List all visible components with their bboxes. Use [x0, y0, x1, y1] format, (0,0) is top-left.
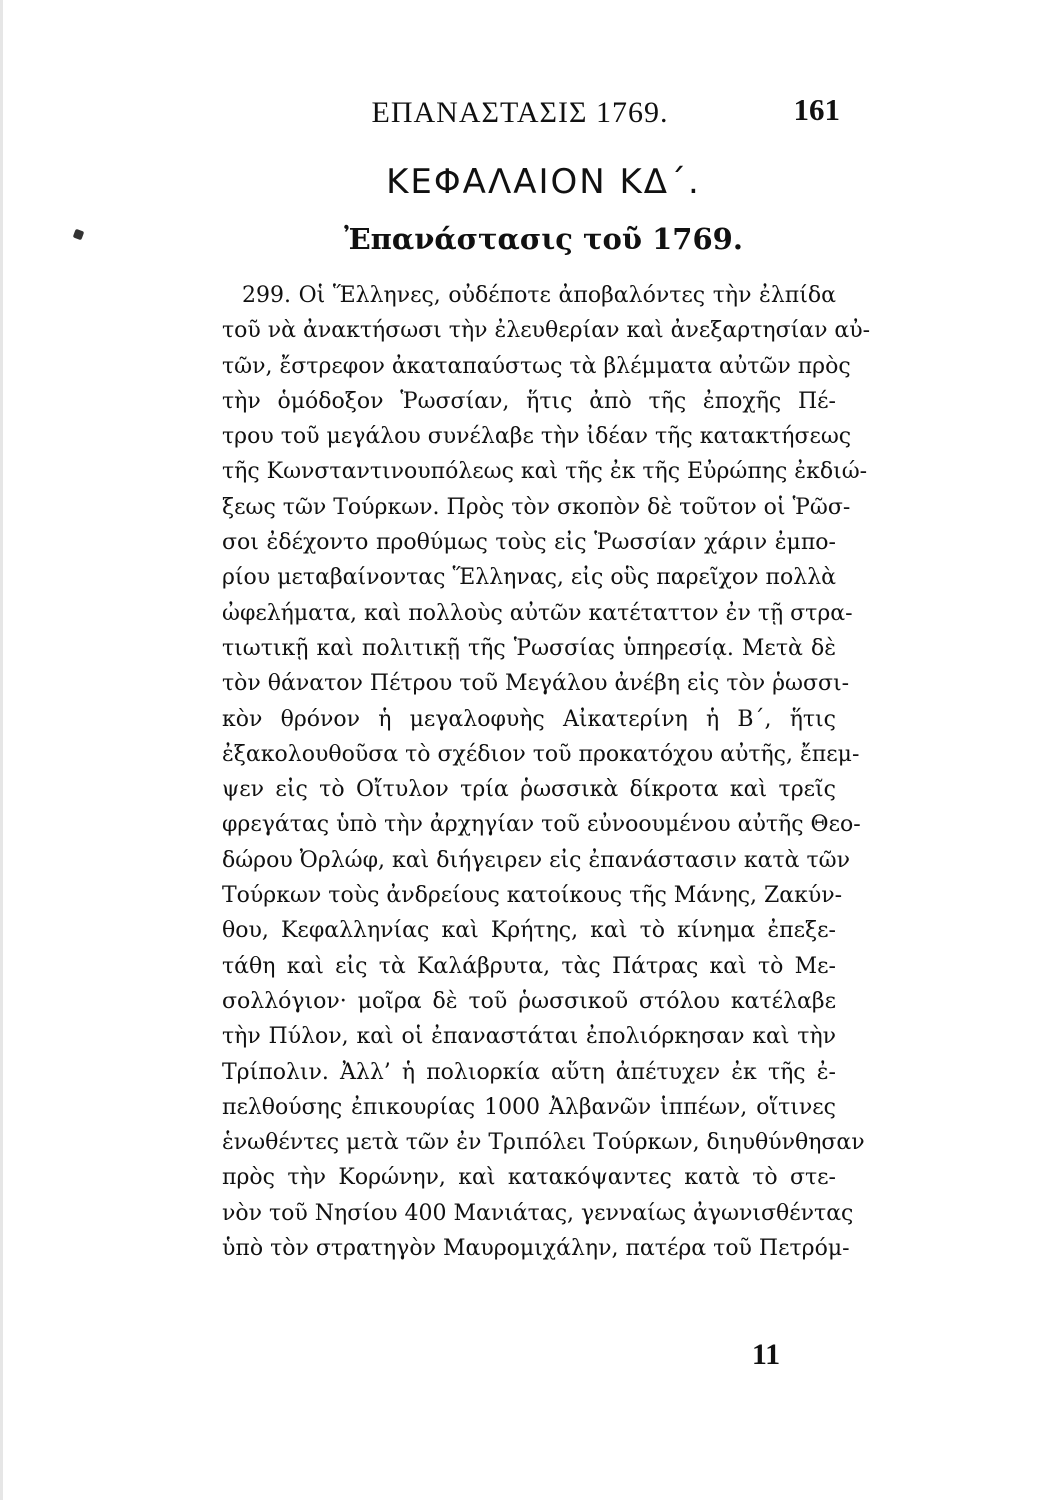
text-line: ὠφελήματα, καὶ πολλοὺς αὐτῶν κατέταττον ἐν τῇ στρα-	[222, 600, 853, 626]
text-line: τὴν ὁμόδοξον Ῥωσσίαν, ἥτις ἀπὸ τῆς ἐποχῆς Πέ-	[222, 388, 836, 414]
text-line: ἑνωθέντες μετὰ τῶν ἐν Τριπόλει Τούρκων, διηυθύνθησαν	[222, 1130, 865, 1156]
text-line: ξεως τῶν Τούρκων. Πρὸς τὸν σκοπὸν δὲ τοῦτον οἱ Ῥῶσ-	[222, 494, 851, 520]
chapter-title: ΚΕΦΑΛΑΙΟΝ ΚΔ΄.	[386, 162, 701, 202]
text-line: 299. Οἱ Ἕλληνες, οὐδέποτε ἀποβαλόντες τὴν ἐλπίδα	[242, 283, 836, 308]
text-line: τὸν θάνατον Πέτρου τοῦ Μεγάλου ἀνέβη εἰς τὸν ῥωσσι-	[222, 671, 850, 697]
text-line: πρὸς τὴν Κορώνην, καὶ κατακόψαντες κατὰ τὸ στε-	[222, 1165, 836, 1191]
text-line: τῶν, ἔστρεφον ἀκαταπαύστως τὰ βλέμματα αὐτῶν πρὸς	[222, 353, 851, 379]
text-line: νὸν τοῦ Νησίου 400 Μανιάτας, γενναίως ἀγωνισθέντας	[222, 1200, 854, 1226]
text-line: τιωτικῇ καὶ πολιτικῇ τῆς Ῥωσσίας ὑπηρεσίᾳ. Μετὰ δὲ	[222, 635, 836, 661]
text-line: πελθούσης ἐπικουρίας 1000 Ἀλβανῶν ἱππέων, οἵτινες	[222, 1094, 836, 1120]
text-line: σοι ἐδέχοντο προθύμως τοὺς εἰς Ῥωσσίαν χάριν ἐμπο-	[222, 530, 836, 556]
body-text	[222, 278, 871, 1266]
text-line: ρίου μεταβαίνοντας Ἕλληνας, εἰς οὓς παρεῖχον πολλὰ	[222, 565, 836, 591]
text-line: σολλόγιον· μοῖρα δὲ τοῦ ῥωσσικοῦ στόλου κατέλαβε	[222, 988, 836, 1014]
text-line: ψεν εἰς τὸ Οἴτυλον τρία ῥωσσικὰ δίκροτα καὶ τρεῖς	[222, 777, 836, 803]
text-line: Τούρκων τοὺς ἀνδρείους κατοίκους τῆς Μάνης, Ζακύν-	[222, 883, 843, 909]
text-line: τὴν Πύλον, καὶ οἱ ἐπαναστάται ἐπολιόρκησαν καὶ τὴν	[222, 1024, 836, 1050]
text-line: Τρίπολιν. Ἀλλ’ ἡ πολιορκία αὕτη ἀπέτυχεν ἐκ τῆς ἐ-	[222, 1059, 836, 1085]
section-title: Ἐπανάστασις τοῦ 1769.	[344, 222, 743, 256]
text-line: τῆς Κωνσταντινουπόλεως καὶ τῆς ἐκ τῆς Εὐρώπης ἐκδιώ-	[222, 459, 868, 485]
signature-mark: 11	[751, 1338, 781, 1371]
text-line: τοῦ νὰ ἀνακτήσωσι τὴν ἐλευθερίαν καὶ ἀνεξαρτησίαν αὐ-	[222, 318, 871, 344]
text-line: θου, Κεφαλληνίας καὶ Κρήτης, καὶ τὸ κίνημα ἐπεξε-	[222, 918, 836, 944]
running-head	[0, 92, 1043, 140]
text-line: φρεγάτας ὑπὸ τὴν ἀρχηγίαν τοῦ εὐνοουμένου αὐτῆς Θεο-	[222, 812, 861, 838]
running-title: ΕΠΑΝΑΣΤΑΣΙΣ 1769.	[371, 96, 669, 129]
text-line: ὑπὸ τὸν στρατηγὸν Μαυρομιχάλην, πατέρα τοῦ Πετρόμ-	[222, 1236, 850, 1262]
text-line: ἐξακολουθοῦσα τὸ σχέδιον τοῦ προκατόχου αὐτῆς, ἔπεμ-	[222, 741, 860, 767]
text-line: τάθη καὶ εἰς τὰ Καλάβρυτα, τὰς Πάτρας καὶ τὸ Με-	[222, 953, 836, 979]
text-line: δώρου Ὀρλώφ, καὶ διήγειρεν εἰς ἐπανάστασιν κατὰ τῶν	[222, 847, 850, 873]
page-number: 161	[793, 92, 840, 127]
text-line: τρου τοῦ μεγάλου συνέλαβε τὴν ἰδέαν τῆς κατακτήσεως	[222, 424, 852, 450]
text-line: κὸν θρόνον ἡ μεγαλοφυὴς Αἰκατερίνη ἡ Β΄, ἥτις	[222, 706, 836, 732]
